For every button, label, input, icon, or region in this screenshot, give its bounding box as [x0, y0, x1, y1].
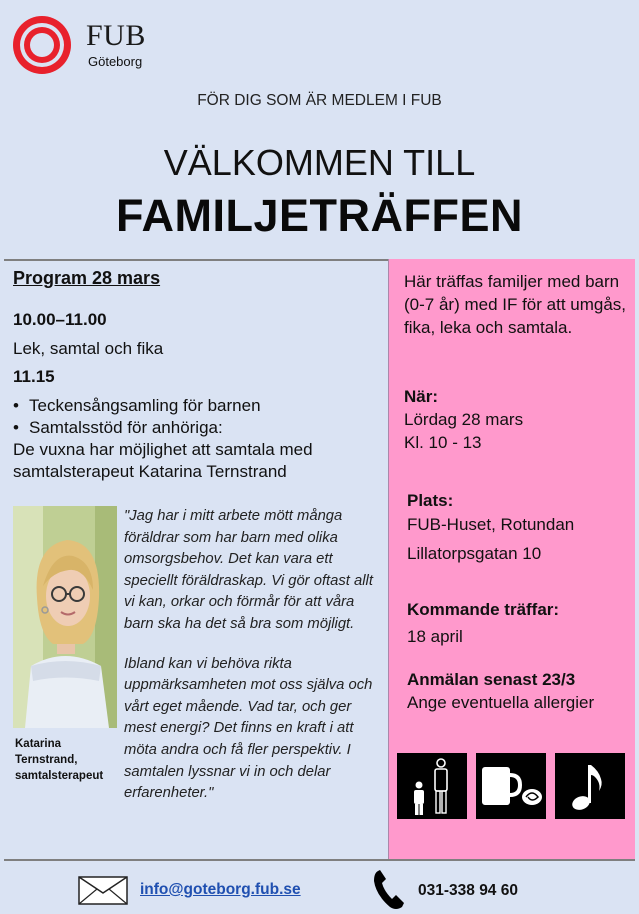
signup-label: Anmälan senast 23/3 [407, 670, 576, 689]
list-item: • Teckensångsamling för barnen [13, 395, 385, 417]
logo-city: Göteborg [88, 54, 143, 69]
family-icon [397, 753, 467, 819]
phone-number[interactable]: 031-338 94 60 [418, 882, 518, 899]
tagline: FÖR DIG SOM ÄR MEDLEM I FUB [197, 92, 442, 109]
program-activity-1: Lek, samtal och fika [13, 339, 164, 358]
info-intro: Här träffas familjer med barn (0-7 år) med IF för att umgås, fika, leka och samtala. [404, 272, 627, 337]
portrait-photo [13, 506, 117, 728]
music-note-icon [555, 753, 625, 819]
welcome-heading: VÄLKOMMEN TILL [163, 142, 476, 183]
quote-paragraph: "Jag har i mitt arbete mött många föräldrar som har barn med olika omsorgsbehov. Det kan vara ett speciellt föräldraskap. Vi gör oftast allt vi kan, orkar och förmår för att våra barn ska ha det så bra som möjligt. [124, 508, 373, 632]
quote-paragraph: Ibland kan vi behöva rikta uppmärksamheten mot oss själva och vårt eget mående. Vad tar, och ger mest energi? Det finns en kraft i att möta andra och få fler perspektiv. I samtalen lyssnar vi in och delar erfarenheter." [124, 655, 373, 802]
when-label: När: [404, 387, 439, 406]
divider [4, 859, 635, 861]
logo-name: FUB [86, 19, 146, 52]
upcoming-label: Kommande träffar: [407, 600, 560, 619]
quote-text [124, 506, 380, 805]
program-description-line: De vuxna har möjlighet att samtala med [13, 440, 313, 459]
when-date: Lördag 28 mars [404, 410, 524, 429]
signup-note: Ange eventuella allergier [407, 693, 595, 712]
program-time-1: 10.00–11.00 [13, 310, 107, 329]
email-link[interactable]: info@goteborg.fub.se [140, 881, 301, 898]
list-item: • Samtalsstöd för anhöriga: [13, 417, 385, 439]
place-label: Plats: [407, 491, 454, 510]
program-description-line: samtalsterapeut Katarina Ternstrand [13, 462, 287, 481]
coffee-cup-icon [476, 753, 546, 819]
divider [4, 259, 388, 261]
program-time-2: 11.15 [13, 367, 55, 386]
program-section [13, 268, 385, 483]
fub-logo-icon [11, 14, 73, 76]
place-address: Lillatorpsgatan 10 [407, 544, 542, 563]
when-time: Kl. 10 - 13 [404, 433, 482, 452]
envelope-icon [78, 876, 128, 905]
photo-caption: Katarina Ternstrand, samtalsterapeut [15, 738, 104, 782]
telephone-icon [372, 867, 406, 911]
program-bullet-list [13, 395, 385, 439]
upcoming-date: 18 april [407, 627, 463, 646]
page-title: FAMILJETRÄFFEN [116, 190, 523, 241]
program-title: Program 28 mars [13, 268, 161, 288]
place-name: FUB-Huset, Rotundan [407, 515, 575, 534]
